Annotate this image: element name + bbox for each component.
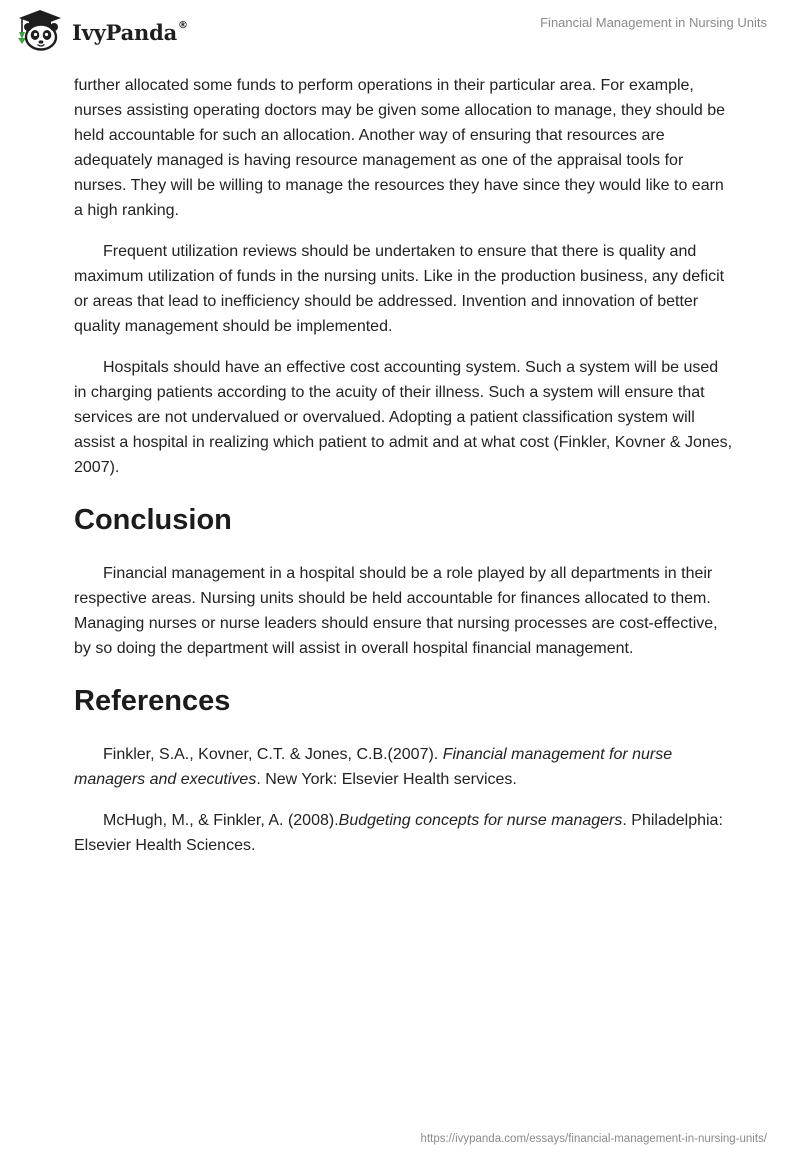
body-paragraph-1: further allocated some funds to perform operations in their particular area. For example, nurses assisting operating doctors may be given some allocation to manage, they should be held accountable for such an allocation. Another way of ensuring that resources are adequately managed is having resource management as one of the appraisal tools for nurses. They will be willing to manage the resources they have since they would like to earn a high ranking. (74, 77, 726, 219)
reference-authors: Finkler, S.A., Kovner, C.T. & Jones, C.B.(2007). (103, 746, 443, 763)
brand-text: IvyPanda (72, 19, 178, 45)
essay-content (74, 73, 734, 874)
conclusion-paragraph: Financial management in a hospital should be a role played by all departments in their respective areas. Nursing units should be held accountable for finances allocated to them. Managing nurses or nurse leaders should ensure that nursing processes are cost-effective, by so doing the department will assist in overall hospital financial management. (74, 565, 718, 657)
reference-item (74, 808, 734, 858)
page-title: Financial Management in Nursing Units (540, 15, 767, 30)
references-heading: References (74, 685, 231, 717)
conclusion-heading: Conclusion (74, 504, 232, 536)
reference-authors: McHugh, M., & Finkler, A. (2008). (103, 812, 339, 829)
page-header (0, 0, 800, 56)
reference-title: Financial management for nurse managers and executives (74, 746, 673, 788)
body-paragraph-2: Frequent utilization reviews should be undertaken to ensure that there is quality and maximum utilization of funds in the nursing units. Like in the production business, any deficit or areas that lead to inefficiency should be addressed. Invention and innovation of better quality management should be implemented. (74, 243, 725, 335)
reference-item (74, 742, 734, 792)
ivypanda-logo[interactable] (14, 8, 188, 52)
reference-title: Budgeting concepts for nurse managers (338, 812, 623, 829)
source-url[interactable]: https://ivypanda.com/essays/financial-management-in-nursing-units/ (420, 1133, 767, 1145)
panda-graduate-icon (14, 8, 66, 52)
reference-publisher: . New York: Elsevier Health services. (256, 771, 517, 788)
reference-publisher: . Philadelphia: Elsevier Health Sciences. (74, 812, 723, 854)
brand-name (72, 20, 188, 45)
registered-mark: ® (178, 19, 188, 31)
body-paragraph-3: Hospitals should have an effective cost accounting system. Such a system will be used in charging patients according to the acuity of their illness. Such a system will ensure that services are not undervalued or overvalued. Adopting a patient classification system will assist a hospital in realizing which patient to admit and at what cost (Finkler, Kovner & Jones, 2007). (74, 359, 733, 476)
